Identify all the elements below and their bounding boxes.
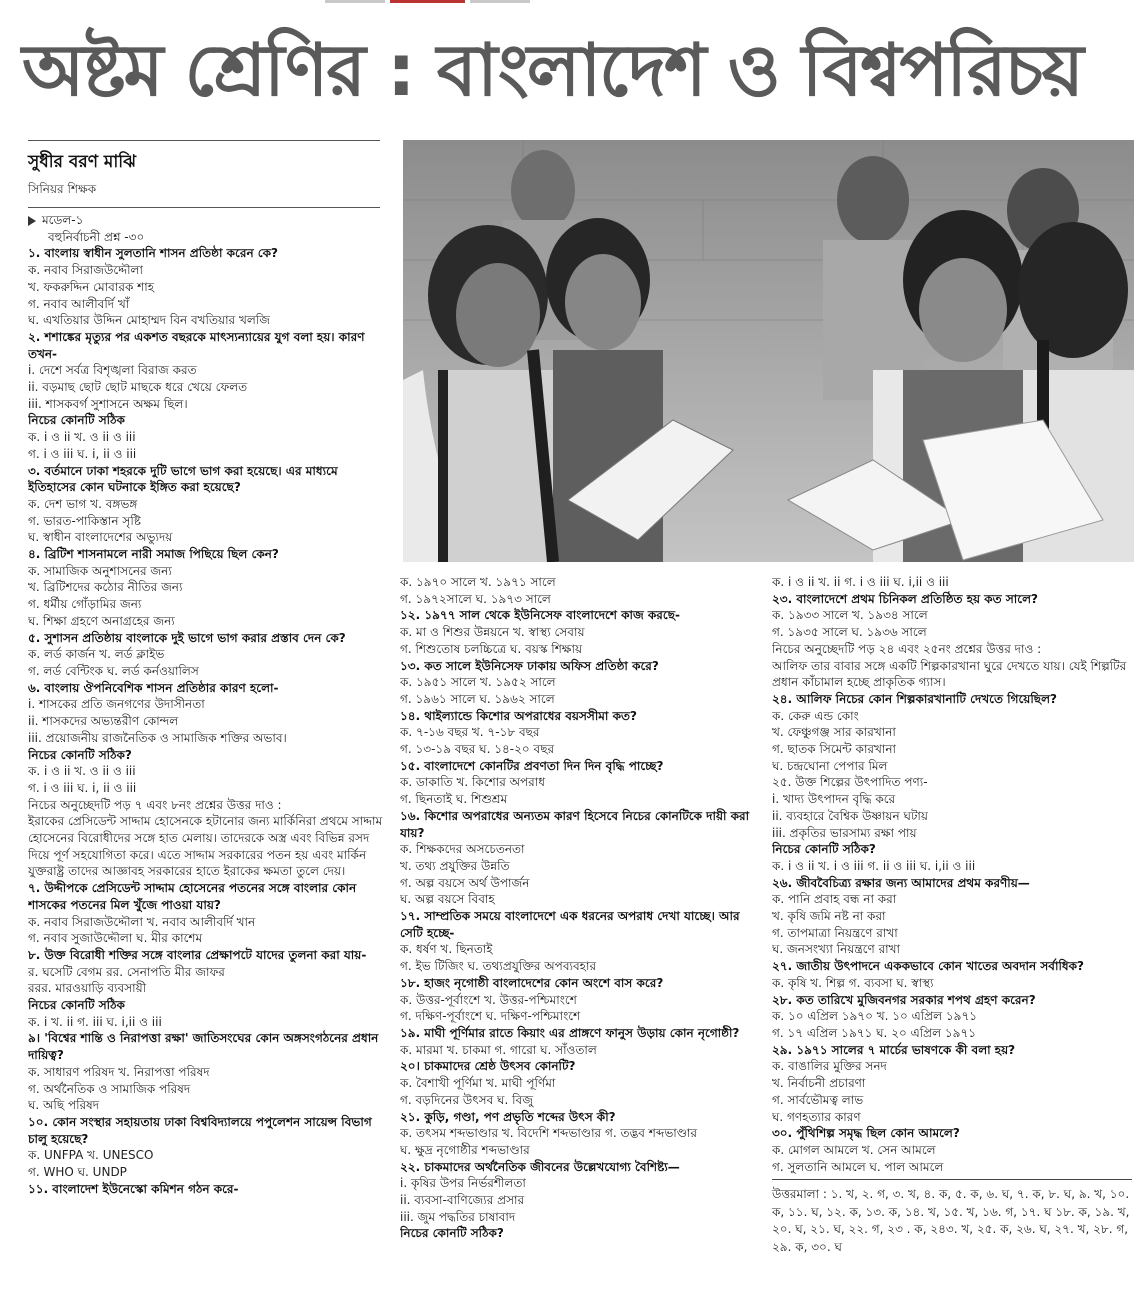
text-line: গ. ধর্মীয় গোঁড়ামির জন্য <box>28 597 142 612</box>
text-line: iii. শাসকবর্গ সুশাসনে অক্ষম ছিল। <box>28 396 188 411</box>
question-line: ২৪. আলিফ নিচের কোন শিল্পকারখানাটি দেখতে গিয়েছিল? <box>772 691 1057 706</box>
text-line: গ. লর্ড বেন্টিংক ঘ. লর্ড কর্নওয়ালিস <box>28 663 199 678</box>
text-line: ঘ. এখতিয়ার উদ্দিন মোহাম্মদ বিন বখতিয়ার খলজি <box>28 313 270 328</box>
text-line: ক. পানি প্রবাহ বন্ধ না করা <box>772 892 897 907</box>
text-line: খ. ব্রিটিশদের কঠোর নীতির জন্য <box>28 580 183 595</box>
text-line: ক. মোগল আমলে খ. সেন আমলে <box>772 1142 936 1157</box>
text-line: ক. মা ও শিশুর উন্নয়নে খ. স্বাস্থ্য সেবায় <box>400 625 585 640</box>
text-line: ক. ৭-১৬ বছর খ. ৭-১৮ বছর <box>400 725 540 740</box>
question-line: ১৭. সাম্প্রতিক সময়ে বাংলাদেশে এক ধরনের অপরাধ দেখা যাচ্ছে। আর সেটি হচ্ছে- <box>400 909 740 940</box>
text-line: ক. নবাব সিরাজউদ্দৌলা খ. নবাব আলীবর্দি খান <box>28 914 256 929</box>
answer-key: উত্তরমালা : ১. খ, ২. গ, ৩. খ, ৪. ক, ৫. ক, ৬. ঘ, ৭. ক, ৮. ঘ, ৯. খ, ১০. ক, ১১. ঘ, ১২. ক, ১৩. ক, ১৪. খ, ১৫. খ, ১৬. গ, ১৭. ঘ ১৮. ক, ১৯. খ, ২০. ঘ, ২১. ঘ, ২২. গ, ২৩ . ক, ২৪৩. খ, ২৫. ক, ২৬. ঘ, ২৭. খ, ২৮. গ, ২৯. ক, ৩০. ঘ <box>772 1179 1132 1256</box>
text-line: ক. i ও ii খ. i ও iii গ. ii ও iii ঘ. i,ii ও iii <box>772 858 976 873</box>
text-line: খ. ফকরুদ্দিন মোবারক শাহ <box>28 279 155 294</box>
text-line: ক. i খ. ii গ. iii ঘ. i,ii ও iii <box>28 1014 162 1029</box>
model-label: মডেল-১ <box>42 213 84 227</box>
text-line: i. দেশে সর্বত্র বিশৃঙ্খলা বিরাজ করত <box>28 363 197 378</box>
text-line: iii. জুম পদ্ধতির চাষাবাদ <box>400 1209 516 1224</box>
text-line: গ. WHO ঘ. UNDP <box>28 1165 127 1180</box>
text-line: ক. i ও ii খ. ii গ. i ও iii ঘ. i,ii ও iii <box>772 575 949 589</box>
text-line: ক. কেরু এন্ড কোং <box>772 708 859 723</box>
question-line: ১৮. হাজং নৃগোষ্ঠী বাংলাদেশের কোন অংশে বাস করে? <box>400 975 664 990</box>
question-line: ৪. ব্রিটিশ শাসনামলে নারী সমাজ পিছিয়ে ছিল কেন? <box>28 547 279 562</box>
text-line: গ. অল্প বয়সে অর্থ উপার্জন <box>400 875 530 890</box>
text-line: ক. ধর্ষণ খ. ছিনতাই <box>400 942 493 957</box>
text-line: ক. লর্ড কার্জন খ. লর্ড ক্লাইভ <box>28 647 165 662</box>
top-accent-bars <box>0 0 1146 6</box>
question-line: ১২. ১৯৭৭ সাল থেকে ইউনিসেফ বাংলাদেশে কাজ করছে- <box>400 608 680 623</box>
text-line: গ. তাপমাত্রা নিয়ন্ত্রণে রাখা <box>772 925 898 940</box>
question-line: ১৫. বাংলাদেশে কোনটির প্রবণতা দিন দিন বৃদ্ধি পাচ্ছে? <box>400 758 664 773</box>
question-line: ১৪. থাইল্যান্ডে কিশোর অপরাধের বয়সসীমা কত? <box>400 708 637 723</box>
text-line: গ. ছাতক সিমেন্ট কারখানা <box>772 742 897 757</box>
text-line: নিচের অনুচ্ছেদটি পড় ২৪ এবং ২৫নং প্রশ্নের উত্তর দাও : <box>772 641 1042 656</box>
text-line: ঘ. জনসংখ্যা নিয়ন্ত্রণে রাখা <box>772 942 901 957</box>
accent-bar <box>470 0 530 3</box>
triangle-bullet-icon <box>28 216 36 226</box>
text-line: ii. শাসকদের অভ্যন্তরীণ কোন্দল <box>28 714 179 729</box>
text-line: ঘ. স্বাধীন বাংলাদেশের অভ্যুদয় <box>28 530 173 545</box>
text-line: i. কৃষির উপর নির্ভরশীলতা <box>400 1176 526 1191</box>
text-line: গ. নবাব আলীবর্দি খাঁ <box>28 296 130 311</box>
text-line: ক. শিক্ষকদের অসচেতনতা <box>400 842 525 857</box>
text-line: ঘ. অছি পরিষদ <box>28 1098 100 1113</box>
text-line: ক. সাধারণ পরিষদ খ. নিরাপত্তা পরিষদ <box>28 1064 210 1079</box>
text-line: ক. ১৯৭০ সালে খ. ১৯৭১ সালে <box>400 575 556 589</box>
question-line: ৬. বাংলায় ঔপনিবেশিক শাসন প্রতিষ্ঠার কারণ হলো- <box>28 680 279 695</box>
text-line: ii. ব্যবহারে বৈশ্বিক উষ্ণায়ন ঘটায় <box>772 808 928 823</box>
column-3 <box>772 574 1132 1256</box>
question-line: ৯। 'বিশ্বের শান্তি ও নিরাপত্তা রক্ষা' জাতিসংঘের কোন অঙ্গসংগঠনের প্রধান দায়িত্ব? <box>28 1031 379 1063</box>
question-line: নিচের কোনটি সঠিক? <box>400 1226 504 1241</box>
text-line: ii. বড়মাছ ছোট ছোট মাছকে ধরে খেয়ে ফেলত <box>28 380 248 395</box>
text-line: ক. i ও ii খ. ও ii ও iii <box>28 430 136 445</box>
text-line: গ. i ও iii ঘ. i, ii ও iii <box>28 446 137 461</box>
text-line: ক. UNFPA খ. UNESCO <box>28 1148 154 1163</box>
text-line: খ. ফেঞ্চুগঞ্জ সার কারখানা <box>772 725 896 740</box>
text-line: ক. বাঙালির মুক্তির সনদ <box>772 1059 887 1074</box>
question-line: ২৯. ১৯৭১ সালের ৭ মার্চের ভাষণকে কী বলা হয়? <box>772 1042 1016 1057</box>
author-role: সিনিয়র শিক্ষক <box>28 182 97 196</box>
question-line: ৮. উক্ত বিরোধী শক্তির সঙ্গে বাংলার প্রেক্ষাপটে যাদের তুলনা করা যায়- <box>28 947 367 962</box>
text-line: ক. উত্তর-পূর্বাংশে খ. উত্তর-পশ্চিমাংশে <box>400 992 577 1007</box>
text-line: iii. প্রয়োজনীয় রাজনৈতিক ও সামাজিক শক্তির অভাব। <box>28 730 287 745</box>
accent-bar <box>390 0 465 3</box>
text-line: ঘ. ক্ষুদ্র নৃগোষ্ঠীর শব্দভাণ্ডার <box>400 1142 530 1157</box>
text-line: ii. ব্যবসা-বাণিজ্যের প্রসার <box>400 1193 525 1208</box>
text-line: গ. ১৯৩৫ সালে ঘ. ১৯৩৬ সালে <box>772 625 927 640</box>
question-line: ১৬. কিশোর অপরাধের অন্যতম কারণ হিসেবে নিচের কোনটিকে দায়ী করা যায়? <box>400 808 750 840</box>
text-line: iii. প্রকৃতির ভারসাম্য রক্ষা পায় <box>772 825 917 840</box>
text-line: ক. বৈশাখী পূর্ণিমা খ. মাঘী পূর্ণিমা <box>400 1076 556 1091</box>
text-line: গ. ১৯৭২সালে ঘ. ১৯৭৩ সালে <box>400 591 551 606</box>
text-line: ঘ. শিক্ষা গ্রহণে অনাগ্রহের জন্য <box>28 613 175 628</box>
text-line: i. খাদ্য উৎপাদন বৃদ্ধি করে <box>772 792 896 807</box>
question-line: ৩. বর্তমানে ঢাকা শহরকে দুটি ভাগে ভাগ করা হয়েছে। এর মাধ্যমে ইতিহাসের কোন ঘটনাকে ইঙ্গিত করা হয়েছে? <box>28 463 338 495</box>
question-line: ১০. কোন সংস্থার সহায়তায় ঢাকা বিশ্ববিদ্যালয়ে পপুলেশন সায়েন্স বিভাগ চালু হয়েছে? <box>28 1114 372 1146</box>
text-line: গ. অর্থনৈতিক ও সামাজিক পরিষদ <box>28 1081 191 1096</box>
question-line: ২৩. বাংলাদেশে প্রথম চিনিকল প্রতিষ্ঠিত হয় কত সালে? <box>772 591 1038 606</box>
text-line <box>28 212 384 229</box>
question-line: ১১. বাংলাদেশ ইউনেস্কো কমিশন গঠন করে- <box>28 1181 239 1196</box>
text-line: খ. তথ্য প্রযুক্তির উন্নতি <box>400 858 510 873</box>
text-line: আলিফ তার বাবার সঙ্গে একটি শিল্পকারখানা ঘুরে দেখতে যায়। যেই শিল্পটির প্রধান কাঁচামাল হচ্ছে প্রাকৃতিক গ্যাস। <box>772 658 1127 690</box>
text-line: ঘ. অল্প বয়সে বিবাহ <box>400 892 495 907</box>
question-line: ২৬. জীববৈচিত্র্য রক্ষার জন্য আমাদের প্রথম করণীয়— <box>772 875 1030 890</box>
text-line: ররর. মারওয়াড়ি ব্যবসায়ী <box>28 981 147 996</box>
text-line: ক. মারমা খ. চাকমা গ. গারো ঘ. সাঁওতাল <box>400 1042 597 1057</box>
text-line: গ. নবাব সুজাউদ্দৌলা ঘ. মীর কাশেম <box>28 931 203 946</box>
question-line: ৩০. পুঁথিশিল্প সমৃদ্ধ ছিল কোন আমলে? <box>772 1126 960 1141</box>
text-line: বহুনির্বাচনী প্রশ্ন -৩০ <box>48 229 145 244</box>
accent-bar <box>325 0 385 3</box>
question-line: ২৭. জাতীয় উৎপাদনে এককভাবে কোন খাতের অবদান সর্বাধিক? <box>772 959 1084 974</box>
text-line: ক. ১০ এপ্রিল ১৯৭০ খ. ১০ এপ্রিল ১৯৭১ <box>772 1009 978 1024</box>
text-line: ক. সামাজিক অনুশাসনের জন্য <box>28 563 172 578</box>
author-byline <box>28 140 380 208</box>
text-line: খ. নির্বাচনী প্রচারণা <box>772 1076 866 1091</box>
text-line: ক. ডাকাতি খ. কিশোর অপরাধ <box>400 775 545 790</box>
text-line: গ. i ও iii ঘ. i, ii ও iii <box>28 780 137 795</box>
question-line: নিচের কোনটি সঠিক <box>28 413 125 428</box>
text-line: i. শাসকের প্রতি জনগণের উদাসীনতা <box>28 697 205 712</box>
question-line: নিচের কোনটি সঠিক? <box>28 747 132 762</box>
text-line: গ. দক্ষিণ-পূর্বাংশে ঘ. দক্ষিণ-পশ্চিমাংশে <box>400 1009 581 1024</box>
text-line: ২৫. উক্ত শিল্পের উৎপাদিত পণ্য- <box>772 775 928 790</box>
text-line: গ. ইভ টিজিং ঘ. তথ্যপ্রযুক্তির অপব্যবহার <box>400 959 597 974</box>
text-line: ক. তৎসম শব্দভাণ্ডার খ. বিদেশি শব্দভাণ্ডার গ. তদ্ভব শব্দভাণ্ডার <box>400 1126 698 1141</box>
text-line: গ. বড়দিনের উৎসব ঘ. বিজু <box>400 1092 533 1107</box>
text-line: ক. ১৯৫১ সালে খ. ১৯৫২ সালে <box>400 675 556 690</box>
question-line: ২২. চাকমাদের অর্থনৈতিক জীবনের উল্লেখযোগ্য বৈশিষ্ট্য— <box>400 1159 680 1174</box>
students-reading-photo <box>403 140 1134 562</box>
text-line: গ. ভারত-পাকিস্তান সৃষ্টি <box>28 513 141 528</box>
text-line: গ. সার্বভৌমত্ব লাভ <box>772 1092 864 1107</box>
question-line: ১. বাংলায় স্বাধীন সুলতানি শাসন প্রতিষ্ঠা করেন কে? <box>28 246 279 261</box>
question-line: ৭. উদ্দীপকে প্রেসিডেন্ট সাদ্দাম হোসেনের পতনের সঙ্গে বাংলার কোন শাসকের পতনের মিল খুঁজে পাওয়া যায়? <box>28 881 357 912</box>
column-2 <box>400 574 765 1242</box>
page-title: অষ্টম শ্রেণির : বাংলাদেশ ও বিশ্বপরিচয় <box>22 28 1082 112</box>
text-line: র. ঘসেটি বেগম রর. সেনাপতি মীর জাফর <box>28 964 225 979</box>
question-line: ২০। চাকমাদের শ্রেষ্ঠ উৎসব কোনটি? <box>400 1059 576 1074</box>
text-line: গ. ১৭ এপ্রিল ১৯৭১ ঘ. ২০ এপ্রিল ১৯৭১ <box>772 1025 977 1040</box>
text-line: খ. কৃষি জমি নষ্ট না করা <box>772 909 886 924</box>
question-line: ১৯. মাঘী পূর্ণিমার রাতে কিয়াং এর প্রাঙ্গণে ফানুস উড়ায় কোন নৃগোষ্ঠী? <box>400 1025 740 1040</box>
question-line: ২. শশাঙ্কের মৃত্যুর পর একশত বছরকে মাৎস্যন্যায়ের যুগ বলা হয়। কারণ তখন- <box>28 329 365 361</box>
text-line: ক. কৃষি খ. শিল্প গ. ব্যবসা ঘ. স্বাস্থ্য <box>772 975 934 990</box>
question-line: ১৩. কত সালে ইউনিসেফ ঢাকায় অফিস প্রতিষ্ঠা করে? <box>400 658 659 673</box>
text-line: ঘ. গণহত্যার কারণ <box>772 1109 861 1124</box>
author-name: সুধীর বরণ মাঝি <box>28 152 137 172</box>
question-line: ২১. কুড়ি, গণ্ডা, পণ প্রভৃতি শব্দের উৎস কী? <box>400 1109 616 1124</box>
text-line: গ. শিশুতোষ চলচ্চিত্রে ঘ. বয়স্ক শিক্ষায় <box>400 641 583 656</box>
text-line: ক. দেশ ভাগ খ. বঙ্গভঙ্গ <box>28 496 138 511</box>
question-line: নিচের কোনটি সঠিক? <box>772 842 876 857</box>
text-line: নিচের অনুচ্ছেদটি পড় ৭ এবং ৮নং প্রশ্নের উত্তর দাও : <box>28 797 282 812</box>
question-line: ৫. সুশাসন প্রতিষ্ঠায় বাংলাকে দুই ভাগে ভাগ করার প্রস্তাব দেন কে? <box>28 630 346 645</box>
text-line: ক. ১৯৩৩ সালে খ. ১৯৩৪ সালে <box>772 608 928 623</box>
text-line: গ. ছিনতাই ঘ. শিশুশ্রম <box>400 792 508 807</box>
text-line: গ. সুলতানি আমলে ঘ. পাল আমলে <box>772 1159 944 1174</box>
text-line: ক. নবাব সিরাজউদ্দৌলা <box>28 263 143 278</box>
text-line: ক. i ও ii খ. ও ii ও iii <box>28 764 136 779</box>
text-line: গ. ১৩-১৯ বছর ঘ. ১৪-২০ বছর <box>400 742 555 757</box>
text-line: গ. ১৯৬১ সালে ঘ. ১৯৬২ সালে <box>400 691 555 706</box>
text-line: ইরাকের প্রেসিডেন্ট সাদ্দাম হোসেনকে হটানোর জন্য মার্কিনিরা প্রথমে সাদ্দাম হোসেনের বিরোধীদের সঙ্গে হাত মেলায়। তাদেরকে অস্ত্র এবং বিভিন্ন রসদ দিয়ে পূর্ণ সহযোগিতা করে। এতে সাদ্দাম সরকারের পতন হয় এবং মার্কিন যুক্তরাষ্ট্র তাদের আজ্ঞাবহ সরকারের হাতে ইরাকের ক্ষমতা তুলে দেয়। <box>28 814 383 879</box>
text-line: ঘ. চন্দ্রঘোনা পেপার মিল <box>772 758 888 773</box>
question-line: নিচের কোনটি সঠিক <box>28 998 125 1013</box>
column-1 <box>28 212 384 1197</box>
question-line: ২৮. কত তারিখে মুজিবনগর সরকার শপথ গ্রহণ করেন? <box>772 992 1036 1007</box>
